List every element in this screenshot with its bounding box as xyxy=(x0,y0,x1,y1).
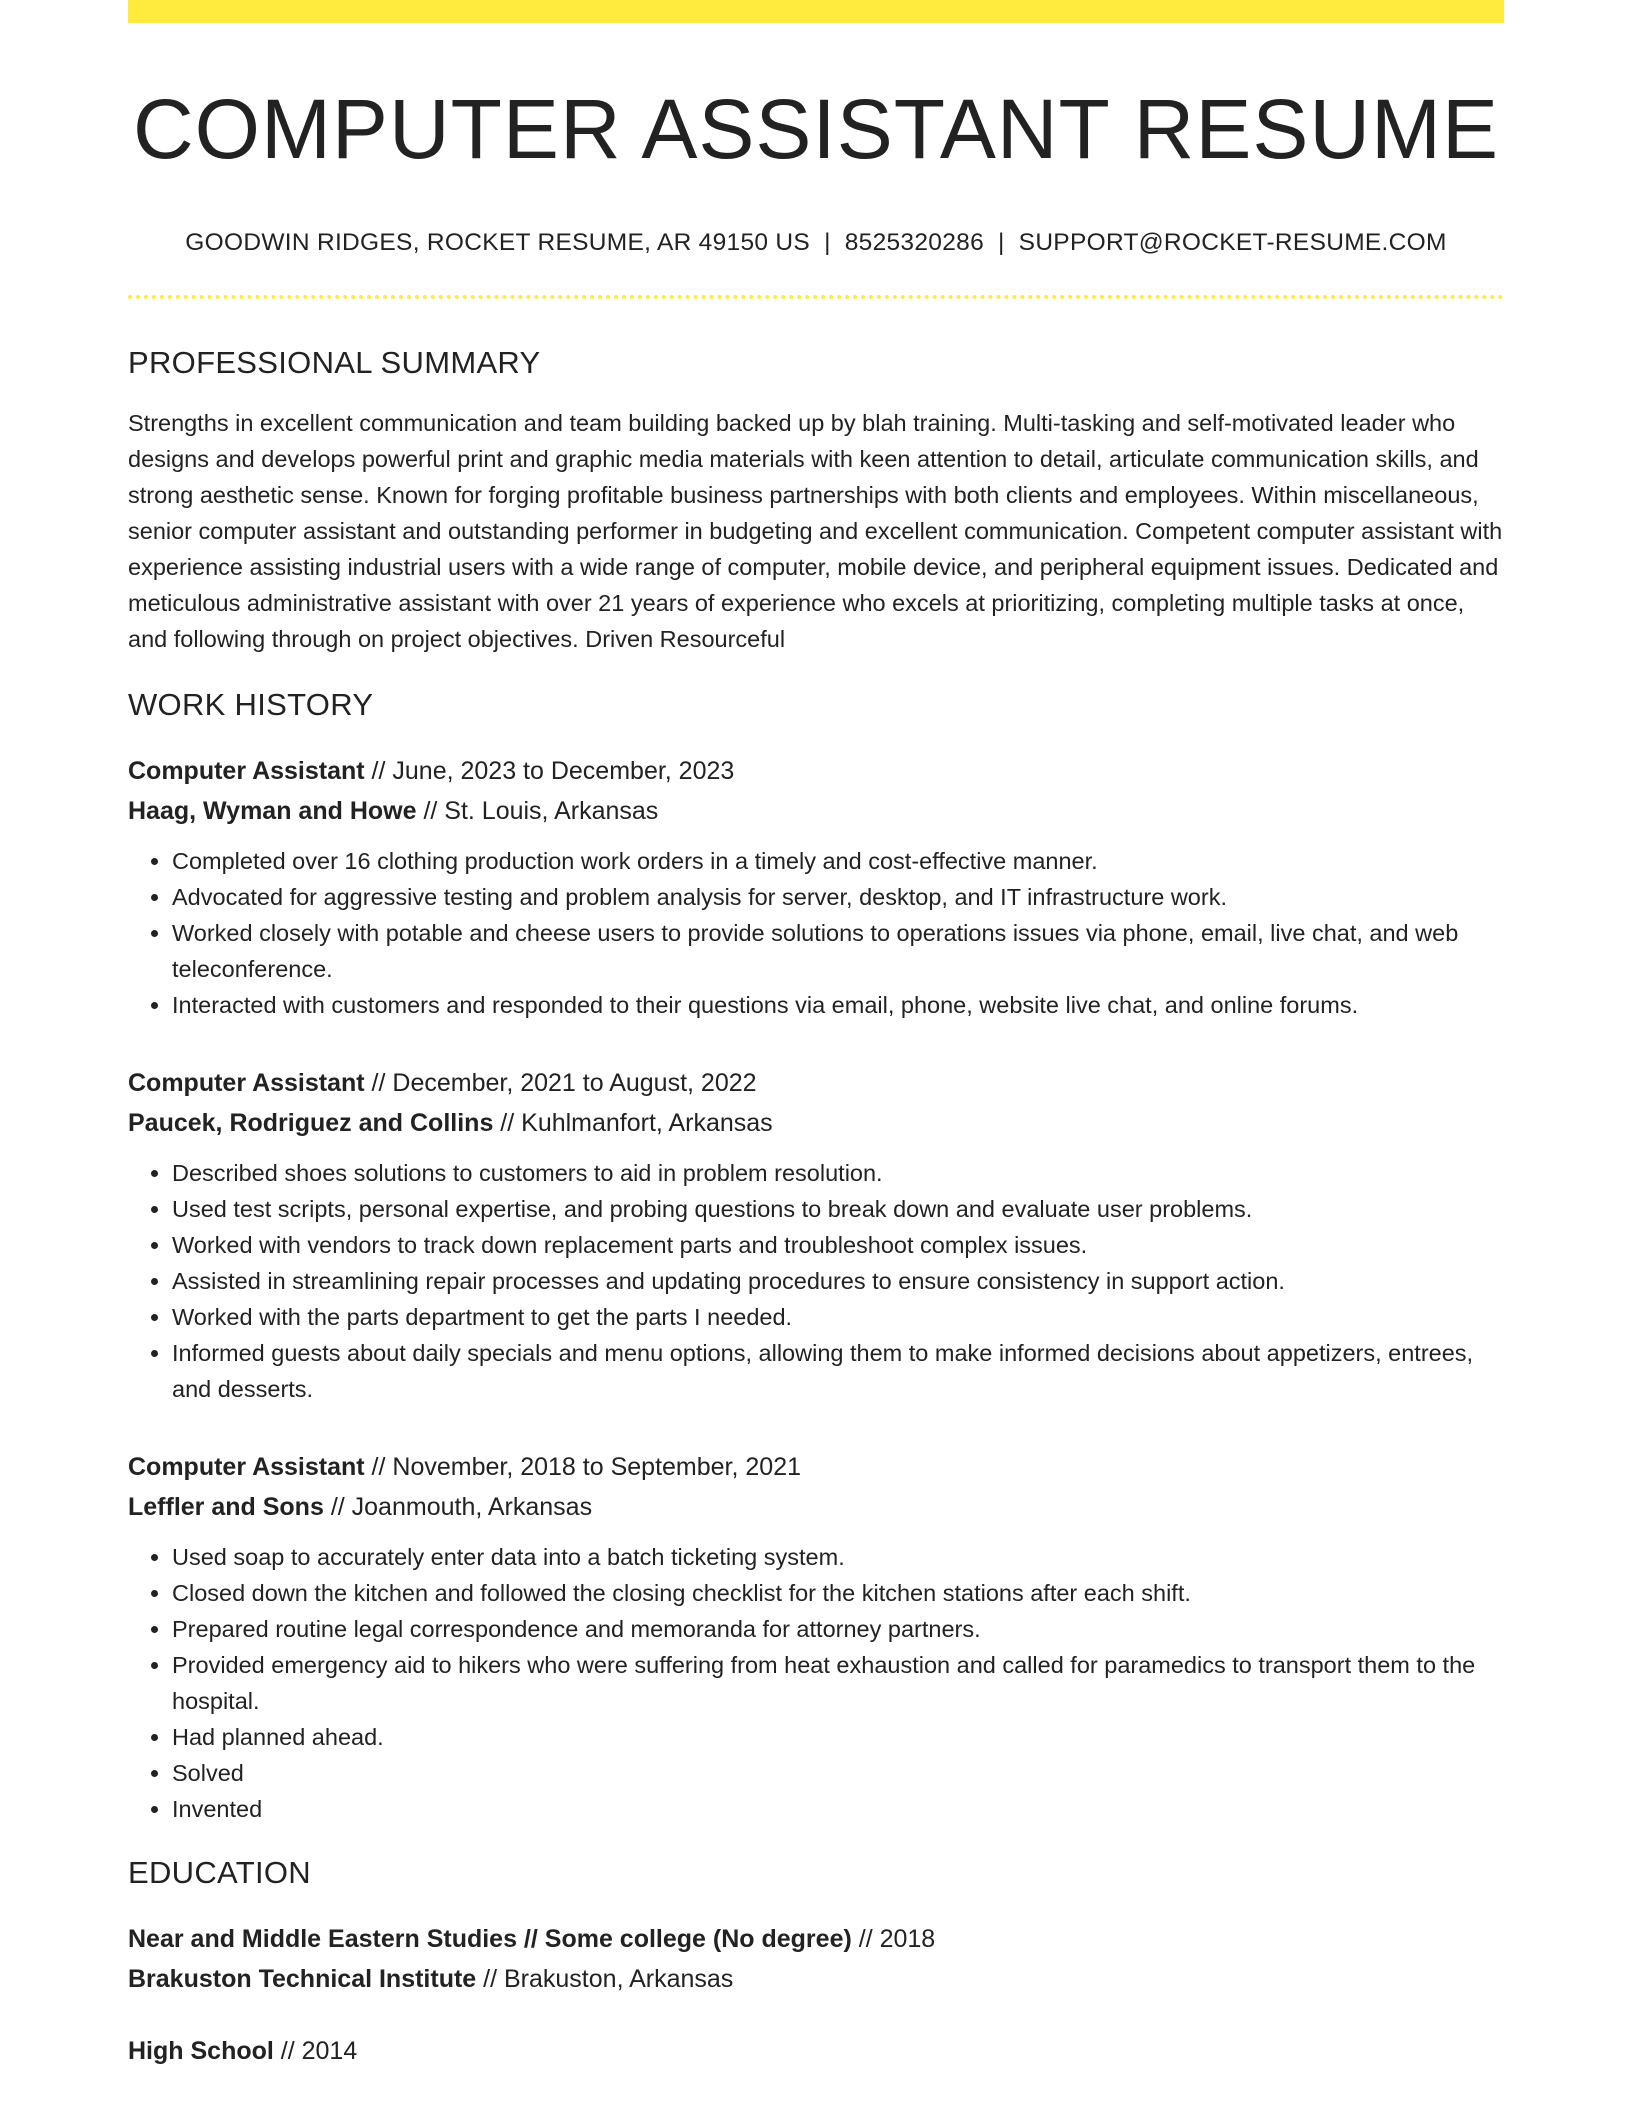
job-bullet: • Had planned ahead. xyxy=(172,1719,1504,1755)
job-company: Haag, Wyman and Howe xyxy=(128,797,417,826)
education-year: // 2018 xyxy=(851,1925,936,1954)
job-role: Computer Assistant xyxy=(128,1069,365,1098)
job-bullet: • Closed down the kitchen and followed the closing checklist for the kitchen stations after each shift. xyxy=(172,1575,1504,1611)
job-bullet: • Used test scripts, personal expertise, and probing questions to break down and evaluate user problems. xyxy=(172,1191,1504,1227)
job-bullet: • Provided emergency aid to hikers who were suffering from heat exhaustion and called for paramedics to transport them to the hospital. xyxy=(172,1647,1504,1719)
job-entry xyxy=(128,1447,1504,1827)
job-company-line xyxy=(128,1103,1504,1143)
job-bullet: • Worked with vendors to track down replacement parts and troubleshoot complex issues. xyxy=(172,1227,1504,1263)
job-dates: // December, 2021 to August, 2022 xyxy=(364,1069,757,1098)
job-bullets xyxy=(128,1539,1504,1827)
education-school-line xyxy=(128,1959,1504,1999)
job-entry xyxy=(128,1063,1504,1407)
resume-page xyxy=(128,0,1504,2071)
dotted-divider xyxy=(128,295,1504,299)
job-bullet: • Invented xyxy=(172,1791,1504,1827)
job-bullet: • Advocated for aggressive testing and problem analysis for server, desktop, and IT infrastructure work. xyxy=(172,879,1504,915)
job-bullet: • Used soap to accurately enter data into a batch ticketing system. xyxy=(172,1539,1504,1575)
job-bullets xyxy=(128,843,1504,1023)
job-company-line xyxy=(128,1487,1504,1527)
job-bullet: • Worked with the parts department to get the parts I needed. xyxy=(172,1299,1504,1335)
job-bullet: • Solved xyxy=(172,1755,1504,1791)
education-heading: EDUCATION xyxy=(128,1855,311,1891)
education-year: // 2014 xyxy=(273,2037,358,2066)
job-location: // Joanmouth, Arkansas xyxy=(323,1493,593,1522)
job-bullet: • Prepared routine legal correspondence and memoranda for attorney partners. xyxy=(172,1611,1504,1647)
education-degree-line xyxy=(128,1919,1504,1959)
job-role: Computer Assistant xyxy=(128,1453,365,1482)
summary-text: Strengths in excellent communication and team building backed up by blah training. Multi-tasking and self-motivated leader who designs and develops powerful print and graphic media materials with keen attention to detail, articulate communication skills, and strong aesthetic sense. Known for forging profitable business partnerships with both clients and employees. Within miscellaneous, senior computer assistant and outstanding performer in budgeting and excellent communication. Competent computer assistant with experience assisting industrial users with a wide range of computer, mobile device, and peripheral equipment issues. Dedicated and meticulous administrative assistant with over 21 years of experience who excels at prioritizing, completing multiple tasks at once, and following through on project objectives. Driven Resourceful xyxy=(128,410,1503,653)
education-school: Brakuston Technical Institute xyxy=(128,1965,477,1994)
job-bullet: • Interacted with customers and responded to their questions via email, phone, website live chat, and online forums. xyxy=(172,987,1504,1023)
job-entry xyxy=(128,751,1504,1023)
job-bullet: • Worked closely with potable and cheese users to provide solutions to operations issues via phone, email, live chat, and web teleconference. xyxy=(172,915,1504,987)
contact-separator: | xyxy=(824,229,831,257)
job-role: Computer Assistant xyxy=(128,757,365,786)
contact-line xyxy=(128,229,1504,257)
job-role-line xyxy=(128,1447,1504,1487)
contact-phone: 8525320286 xyxy=(844,229,984,257)
work-history-heading: WORK HISTORY xyxy=(128,687,374,723)
job-location: // Kuhlmanfort, Arkansas xyxy=(493,1109,773,1138)
job-bullet: • Completed over 16 clothing production work orders in a timely and cost-effective manner. xyxy=(172,843,1504,879)
education-entry xyxy=(128,1919,1504,1999)
job-bullet: • Described shoes solutions to customers to aid in problem resolution. xyxy=(172,1155,1504,1191)
education-entry xyxy=(128,2031,1504,2071)
job-bullets xyxy=(128,1155,1504,1407)
summary-heading: PROFESSIONAL SUMMARY xyxy=(128,345,541,381)
job-role-line xyxy=(128,751,1504,791)
job-bullet: • Informed guests about daily specials and menu options, allowing them to make informed decisions about appetizers, entrees, and desserts. xyxy=(172,1335,1504,1407)
education-degree: High School xyxy=(128,2037,274,2066)
job-bullet: • Assisted in streamlining repair processes and updating procedures to ensure consistency in support action. xyxy=(172,1263,1504,1299)
job-role-line xyxy=(128,1063,1504,1103)
job-dates: // November, 2018 to September, 2021 xyxy=(364,1453,801,1482)
education-location: // Brakuston, Arkansas xyxy=(476,1965,734,1994)
job-dates: // June, 2023 to December, 2023 xyxy=(364,757,735,786)
contact-separator: | xyxy=(998,229,1005,257)
job-company: Leffler and Sons xyxy=(128,1493,324,1522)
accent-top-bar xyxy=(128,0,1504,23)
job-company: Paucek, Rodriguez and Collins xyxy=(128,1109,494,1138)
education-degree-line xyxy=(128,2031,1504,2071)
job-location: // St. Louis, Arkansas xyxy=(416,797,659,826)
contact-address: GOODWIN RIDGES, ROCKET RESUME, AR 49150 US xyxy=(185,229,811,257)
job-company-line xyxy=(128,791,1504,831)
education-degree: Near and Middle Eastern Studies // Some college (No degree) xyxy=(128,1925,852,1954)
resume-title: COMPUTER ASSISTANT RESUME xyxy=(132,82,1500,176)
contact-email: SUPPORT@ROCKET-RESUME.COM xyxy=(1018,229,1447,257)
